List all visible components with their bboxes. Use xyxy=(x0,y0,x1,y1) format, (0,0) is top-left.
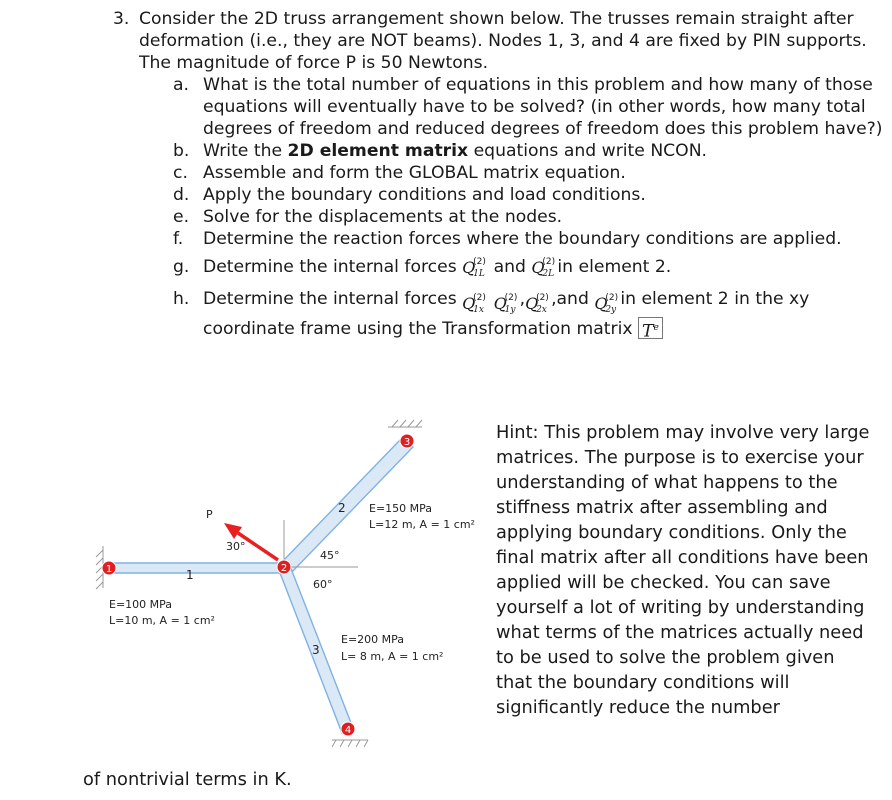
part-label: b. xyxy=(173,141,190,161)
node-4 xyxy=(341,722,355,736)
node-2 xyxy=(277,560,291,574)
element-3-modulus: E=200 MPa xyxy=(341,633,405,646)
q-2y-symbol: Q (2) 2y xyxy=(594,293,619,315)
part-text: ,and xyxy=(551,289,595,309)
part-text: in element 2 in the xy coordinate frame using the Transformation matrix xyxy=(203,289,810,339)
part-label: a. xyxy=(173,75,189,95)
transformation-matrix-symbol: $T^e$ xyxy=(638,317,663,339)
part-text: Solve for the displacements at the nodes. xyxy=(203,207,563,227)
svg-text:4: 4 xyxy=(344,725,352,736)
element-3-length-area: L= 8 m, A = 1 cm² xyxy=(341,650,444,663)
part-bold-text: 2D element matrix xyxy=(287,141,469,161)
node-1 xyxy=(102,561,116,575)
node-3 xyxy=(400,434,414,448)
part-text: Write the xyxy=(203,141,288,161)
element-2-modulus: E=150 MPa xyxy=(369,502,433,515)
support-node-4 xyxy=(332,740,368,747)
element-2-length-area: L=12 m, A = 1 cm² xyxy=(369,518,475,531)
part-label: f. xyxy=(173,229,184,249)
part-label: g. xyxy=(173,257,190,277)
svg-text:1: 1 xyxy=(105,564,113,575)
problem-intro-text: Consider the 2D truss arrangement shown below. The trusses remain straight after deformation (i.e., they are NOT beams). Nodes 1, 3, and 4 are fixed by PIN supports. The magnitude of force P is 50 Newtons. xyxy=(139,9,867,73)
element-3-label: 3 xyxy=(312,643,320,657)
problem-number: 3. xyxy=(113,9,130,29)
angle-30-label: 30° xyxy=(226,540,246,553)
q-1L-symbol: Q (2) 1L xyxy=(462,257,486,279)
force-p-label: P xyxy=(206,508,213,521)
part-text: What is the total number of equations in this problem and how many of those equations will eventually have to be solved? (in other words, how many total degrees of freedom and reduced degrees of freedom does this problem have?) xyxy=(203,75,883,139)
part-text: Assemble and form the GLOBAL matrix equation. xyxy=(203,163,626,183)
angle-60-label: 60° xyxy=(313,578,333,591)
element-1-length-area: L=10 m, A = 1 cm² xyxy=(109,614,215,627)
force-p-arrowhead xyxy=(224,523,242,539)
part-text: in element 2. xyxy=(557,257,672,277)
footer-text: of nontrivial terms in K. xyxy=(83,769,292,790)
q-2L-symbol: Q (2) 2L xyxy=(531,257,556,279)
q-1y-symbol: Q (2) 1y xyxy=(493,293,518,315)
svg-text:2: 2 xyxy=(280,563,288,574)
part-text: Determine the internal forces xyxy=(203,257,463,277)
part-label: d. xyxy=(173,185,190,205)
part-label: e. xyxy=(173,207,190,227)
support-node-3 xyxy=(388,420,422,427)
q-1x-symbol: Q (2) 1x xyxy=(462,293,486,315)
part-text: Determine the reaction forces where the boundary conditions are applied. xyxy=(203,229,842,249)
element-1-bar xyxy=(105,563,283,573)
part-text: , xyxy=(519,289,526,309)
q-2x-symbol: Q (2) 2x xyxy=(525,293,549,315)
part-text: equations and write NCON. xyxy=(468,141,708,161)
element-1-label: 1 xyxy=(186,568,194,582)
part-text: and xyxy=(488,257,532,277)
svg-text:3: 3 xyxy=(403,437,411,448)
part-label: h. xyxy=(173,289,190,309)
hint-text: Hint: This problem may involve very large matrices. The purpose is to exercise your understanding of what happens to the stiffness matrix after assembling and applying boundary conditions. Only the final matrix after all conditions have been applied will be checked. You can save yourself a lot of writing by understanding what terms of the matrices actually need to be used to solve the problem given that the boundary conditions will significantly reduce the number xyxy=(496,422,870,718)
part-text: Determine the internal forces xyxy=(203,289,463,309)
element-1-modulus: E=100 MPa xyxy=(109,598,173,611)
part-text: Apply the boundary conditions and load conditions. xyxy=(203,185,646,205)
angle-45-label: 45° xyxy=(320,549,340,562)
part-label: c. xyxy=(173,163,188,183)
element-2-label: 2 xyxy=(338,501,346,515)
